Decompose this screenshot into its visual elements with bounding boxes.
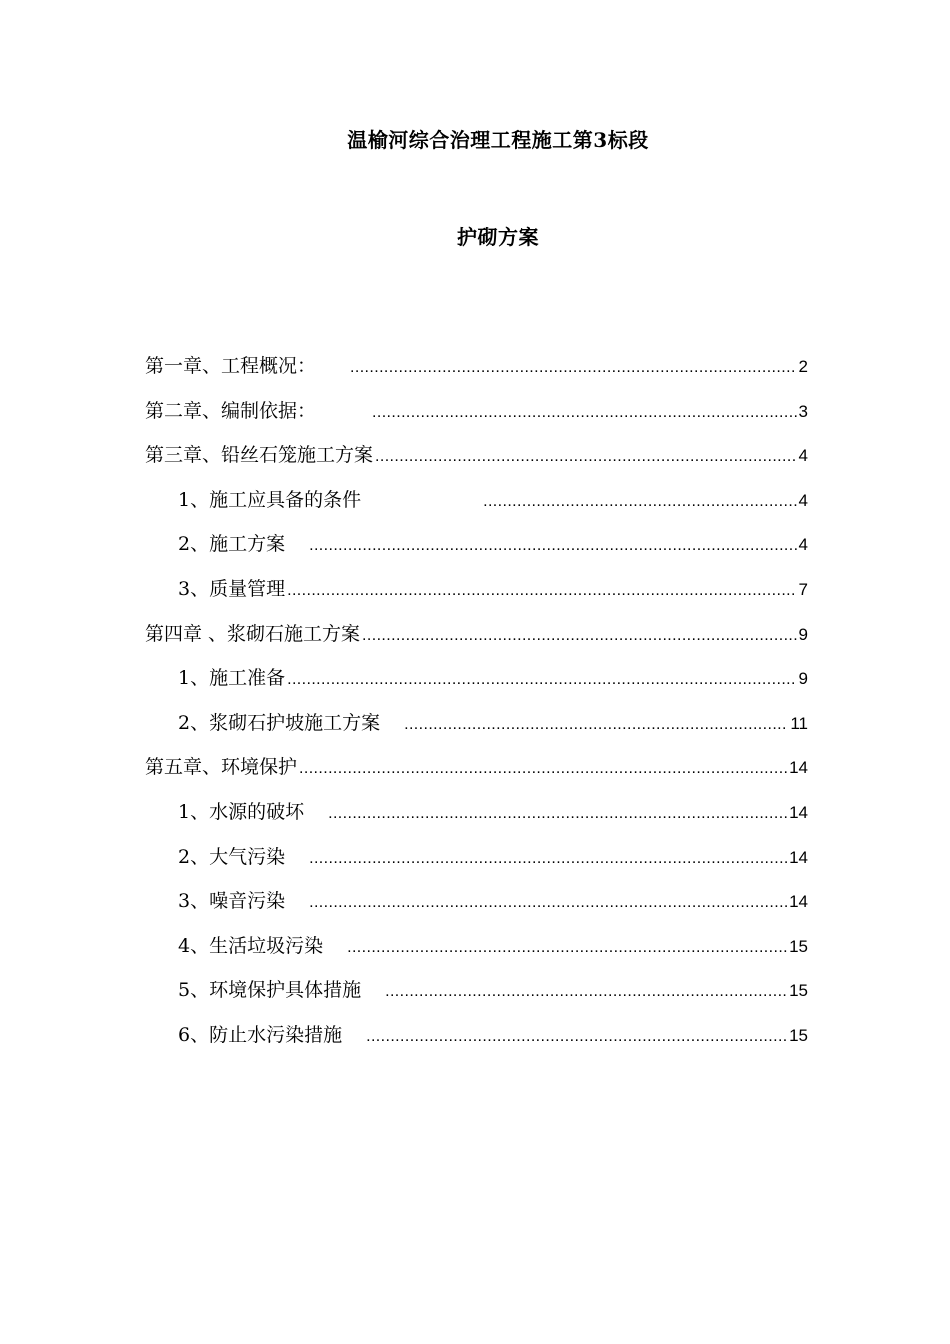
toc-entry-page: 14	[789, 802, 808, 822]
toc-dot-leader	[328, 805, 787, 823]
toc-entry-page: 15	[789, 1025, 808, 1045]
toc-entry-page: 3	[798, 401, 808, 421]
toc-dot-leader	[309, 894, 787, 912]
toc-entry[interactable]	[145, 529, 808, 574]
toc-entry-label: 3、噪音污染	[178, 890, 286, 913]
toc-dot-leader	[309, 850, 787, 868]
toc-entry[interactable]	[145, 351, 808, 396]
toc-entry-label: 第一章、工程概况：	[145, 355, 317, 377]
toc-entry-label: 第四章 、浆砌石施工方案	[145, 622, 361, 645]
toc-entry[interactable]	[145, 842, 808, 887]
toc-entry-label: 3、质量管理	[178, 577, 286, 600]
toc-entry-page: 15	[789, 981, 808, 1001]
toc-entry-label: 1、施工准备	[178, 667, 286, 690]
toc-entry[interactable]	[145, 797, 808, 842]
toc-entry-page: 2	[798, 357, 808, 376]
toc-dot-leader	[404, 716, 788, 734]
toc-entry-label: 5、环境保护具体措施	[178, 979, 362, 1002]
toc-entry-page: 11	[790, 713, 808, 733]
toc-entry[interactable]	[145, 1020, 808, 1065]
toc-entry-label: 2、浆砌石护坡施工方案	[178, 711, 381, 734]
toc-entry-page: 4	[798, 446, 808, 466]
toc-dot-leader	[385, 983, 787, 1001]
toc-entry-label: 1、施工应具备的条件	[178, 488, 362, 511]
toc-entry-page: 14	[789, 892, 808, 912]
toc-entry-page: 9	[798, 624, 808, 644]
toc-entry-label: 第三章、铅丝石笼施工方案	[145, 444, 374, 467]
toc-dot-leader	[483, 493, 796, 511]
toc-entry-label: 第二章、编制依据：	[145, 399, 317, 422]
toc-entry-page: 4	[798, 535, 808, 555]
toc-entry[interactable]	[145, 663, 808, 708]
toc-entry-label: 第五章、环境保护	[145, 756, 298, 779]
toc-entry-page: 15	[789, 936, 808, 956]
toc-entry-label: 2、施工方案	[178, 533, 286, 556]
document-subtitle: 护砌方案	[457, 225, 539, 249]
toc-entry-label: 4、生活垃圾污染	[178, 934, 324, 957]
toc-entry[interactable]	[145, 886, 808, 931]
toc-entry[interactable]	[145, 440, 808, 485]
toc-entry[interactable]	[145, 975, 808, 1020]
toc-entry[interactable]	[145, 708, 808, 753]
toc-entry[interactable]	[145, 485, 808, 530]
toc-dot-leader	[299, 760, 787, 778]
toc-dot-leader	[366, 1028, 787, 1046]
toc-entry-label: 2、大气污染	[178, 845, 286, 868]
document-title: 温榆河综合治理工程施工第3标段	[347, 128, 649, 152]
toc-entry[interactable]	[145, 574, 808, 619]
toc-dot-leader	[309, 537, 796, 555]
toc-dot-leader	[375, 448, 797, 466]
toc-dot-leader	[350, 359, 797, 377]
toc-entry[interactable]	[145, 752, 808, 797]
toc-dot-leader	[287, 582, 796, 600]
toc-entry-page: 14	[789, 758, 808, 778]
toc-entry-page: 4	[798, 490, 808, 510]
toc-entry-page: 14	[789, 847, 808, 867]
toc-dot-leader	[287, 671, 796, 689]
toc-entry-page: 7	[798, 579, 808, 599]
toc-entry-label: 6、防止水污染措施	[178, 1023, 343, 1046]
toc-dot-leader	[372, 404, 797, 422]
toc-entry[interactable]	[145, 619, 808, 664]
toc-entry-label: 1、水源的破坏	[178, 800, 305, 823]
toc-entry[interactable]	[145, 396, 808, 441]
toc-dot-leader	[347, 939, 787, 957]
toc-entry[interactable]	[145, 931, 808, 976]
toc-dot-leader	[362, 627, 796, 645]
toc-entry-page: 9	[798, 669, 808, 689]
table-of-contents	[145, 351, 808, 1065]
